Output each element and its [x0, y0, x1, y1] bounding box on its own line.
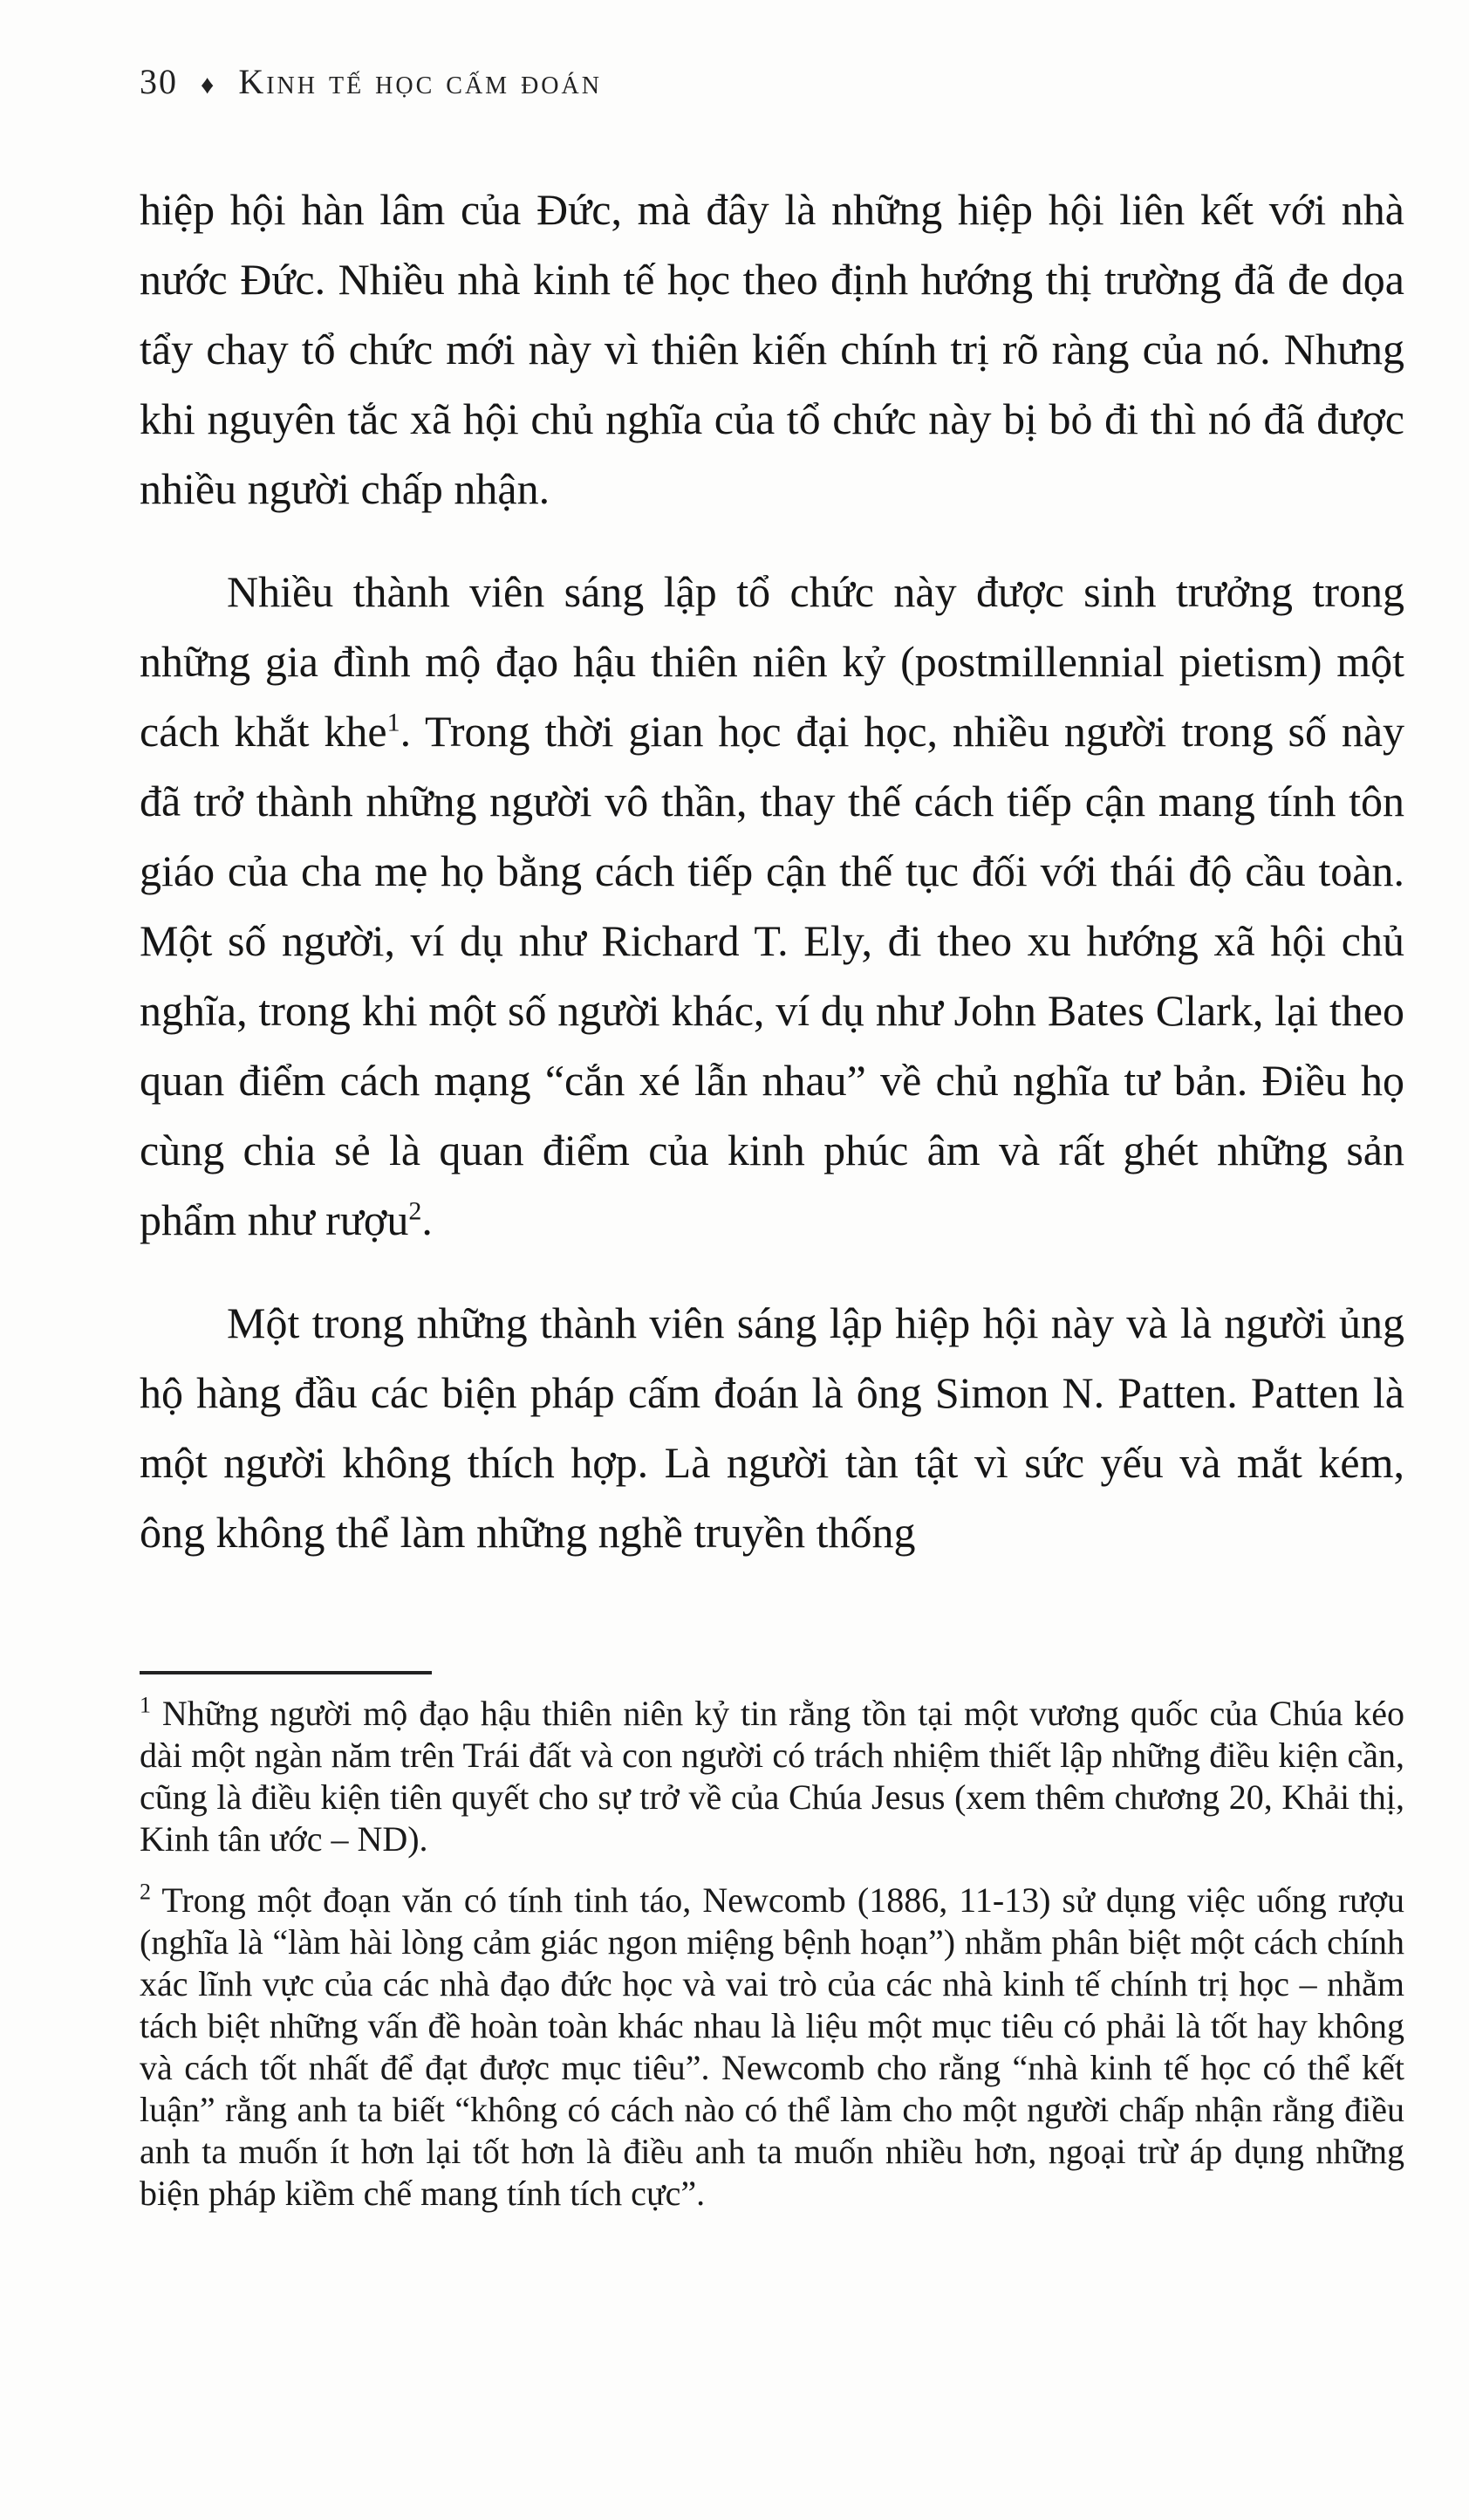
footnote-2	[140, 1880, 1404, 2215]
footnote-2-mark: 2	[140, 1879, 151, 1905]
footnote-1-mark: 1	[140, 1692, 151, 1718]
paragraph-2	[140, 557, 1404, 1255]
footnote-1-text: Những người mộ đạo hậu thiên niên kỷ tin rằng tồn tại một vương quốc của Chúa kéo dài một ngàn năm trên Trái đất và con người có trách nhiệm thiết lập những điều kiện cần, cũng là điều kiện tiên quyết cho sự trở về của Chúa Jesus (xem thêm chương 20, Khải thị, Kinh tân ước – ND).	[140, 1694, 1404, 1859]
main-text	[140, 175, 1404, 1600]
page-number: 30	[140, 62, 178, 101]
footnote-ref-1: 1	[386, 708, 400, 737]
paragraph-2-part-a: Nhiều thành viên sáng lập tổ chức này được sinh trưởng trong những gia đình mộ đạo hậu thiên niên kỷ (postmillennial pietism) một cách khắt khe	[140, 567, 1404, 756]
book-title: Kinh tế học cấm đoán	[238, 62, 602, 101]
paragraph-2-part-b: . Trong thời gian học đại học, nhiều người trong số này đã trở thành những người vô thần, thay thế cách tiếp cận mang tính tôn giáo của cha mẹ họ bằng cách tiếp cận thế tục đối với thái độ cầu toàn. Một số người, ví dụ như Richard T. Ely, đi theo xu hướng xã hội chủ nghĩa, trong khi một số người khác, ví dụ như John Bates Clark, lại theo quan điểm cách mạng “cắn xé lẫn nhau” về chủ nghĩa tư bản. Điều họ cùng chia sẻ là quan điểm của kinh phúc âm và rất ghét những sản phẩm như rượu	[140, 707, 1405, 1244]
footnote-divider	[140, 1671, 432, 1674]
footnote-ref-2: 2	[408, 1196, 422, 1226]
footnotes	[140, 1693, 1404, 2234]
footnote-2-text: Trong một đoạn văn có tính tinh táo, Newcomb (1886, 11-13) sử dụng việc uống rượu (nghĩa là “làm hài lòng cảm giác ngon miệng bệnh hoạn”) nhằm phân biệt một cách chính xác lĩnh vực của các nhà đạo đức học và vai trò của các nhà kinh tế chính trị học – nhằm tách biệt những vấn đề hoàn toàn khác nhau là liệu một mục tiêu có phải là tốt hay không và cách tốt nhất để đạt được mục tiêu”. Newcomb cho rằng “nhà kinh tế học có thể kết luận” rằng anh ta biết “không có cách nào có thể làm cho một người chấp nhận rằng điều anh ta muốn ít hơn lại tốt hơn là điều anh ta muốn nhiều hơn, ngoại trừ áp dụng những biện pháp kiềm chế mang tính tích cực”.	[140, 1880, 1404, 2213]
diamond-separator-icon: ♦	[201, 71, 216, 99]
paragraph-1: hiệp hội hàn lâm của Đức, mà đây là những hiệp hội liên kết với nhà nước Đức. Nhiều nhà kinh tế học theo định hướng thị trường đã đe dọa tẩy chay tổ chức mới này vì thiên kiến chính trị rõ ràng của nó. Nhưng khi nguyên tắc xã hội chủ nghĩa của tổ chức này bị bỏ đi thì nó đã được nhiều người chấp nhận.	[140, 185, 1404, 513]
paragraph-2-part-c: .	[421, 1195, 433, 1244]
paragraph-3: Một trong những thành viên sáng lập hiệp hội này và là người ủng hộ hàng đầu các biện pháp cấm đoán là ông Simon N. Patten. Patten là một người không thích hợp. Là người tàn tật vì sức yếu và mắt kém, ông không thể làm những nghề truyền thống	[140, 1298, 1404, 1557]
running-header	[140, 61, 602, 102]
footnote-1	[140, 1693, 1404, 1860]
